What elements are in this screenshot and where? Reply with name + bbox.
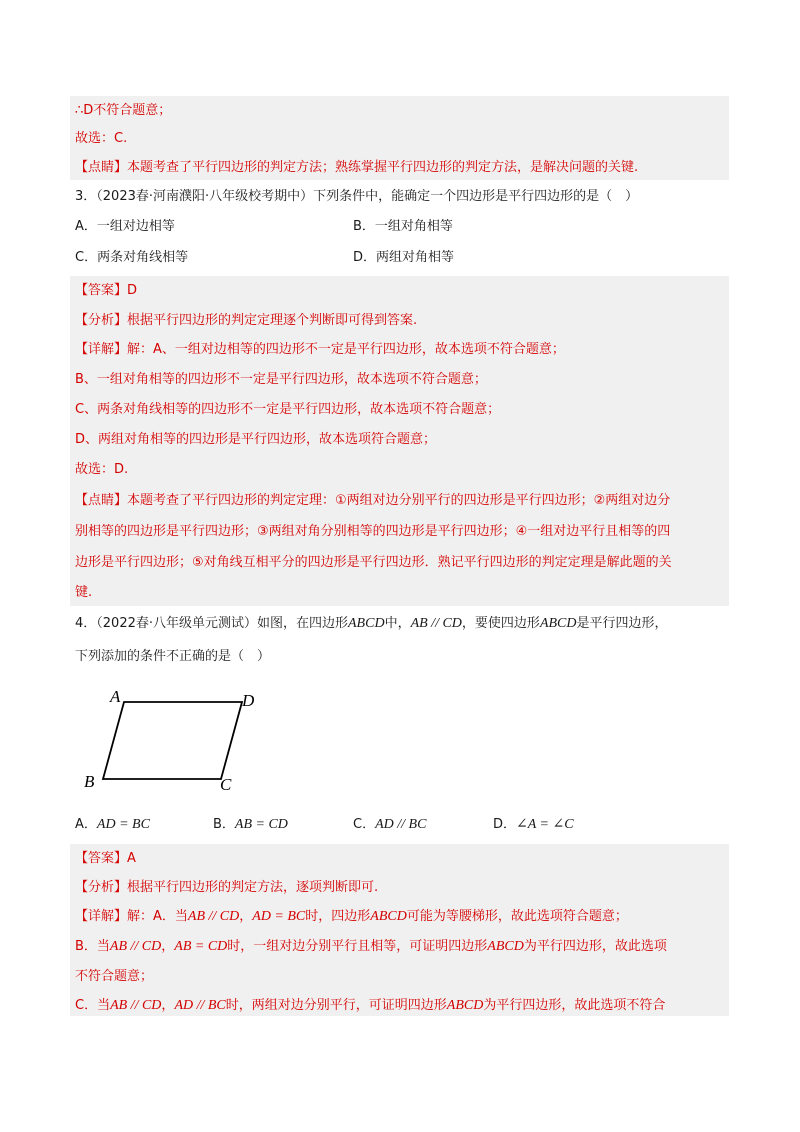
parallelogram-figure — [78, 684, 278, 804]
note-line: 别相等的四边形是平行四边形；③两组对角分别相等的四边形是平行四边形；④一组对边平行且相等的四 — [75, 524, 671, 539]
vertex-label-b: B — [84, 772, 95, 791]
option-d: D．两组对角相等 — [353, 250, 455, 265]
detail-line: B．当AB // CD，AB = CD时，一组对边分别平行且相等，可证明四边形ABCD为平行四边形，故此选项 — [75, 939, 667, 954]
vertex-label-a: A — [110, 687, 121, 706]
math-expr: ABCD — [370, 909, 407, 924]
math-expr: AB = CD — [234, 817, 288, 832]
question-text: （2022春·八年级单元测试）如图，在四边形 — [96, 616, 348, 631]
option-b: B．AB = CD — [213, 817, 288, 832]
text-line: ∴D不符合题意； — [75, 103, 172, 118]
answer-line: 【答案】A — [75, 851, 136, 866]
math-expr: ABCD — [539, 616, 577, 631]
detail-line: D、两组对角相等的四边形是平行四边形，故本选项符合题意； — [75, 432, 437, 447]
detail-line: 【详解】解：A、一组对边相等的四边形不一定是平行四边形，故本选项不符合题意； — [75, 342, 565, 357]
math-expr: AD = BC — [96, 817, 150, 832]
math-expr: AB // CD — [110, 998, 162, 1013]
math-expr: AB // CD — [109, 939, 162, 954]
option-c: C．两条对角线相等 — [75, 250, 189, 265]
math-expr: ABCD — [487, 939, 524, 954]
detail-line: C．当AB // CD，AD // BC时，两组对边分别平行，可证明四边形ABCD为平行四边形，故此选项不符合 — [75, 998, 666, 1013]
math-expr: ABCD — [348, 616, 385, 631]
question-text: （2023春·河南濮阳·八年级校考期中）下列条件中，能确定一个四边形是平行四边形的是（ ） — [96, 189, 639, 204]
detail-line: 不符合题意； — [75, 969, 154, 984]
detail-line: 故选：D. — [75, 462, 129, 477]
detail-line: C、两条对角线相等的四边形不一定是平行四边形，故本选项不符合题意； — [75, 402, 501, 417]
question-text: 是平行四边形， — [576, 616, 668, 631]
text-line: 【点睛】本题考查了平行四边形的判定方法；熟练掌握平行四边形的判定方法，是解决问题的关键. — [75, 160, 639, 175]
question-number: 4． — [75, 616, 97, 631]
analysis-line: 【分析】根据平行四边形的判定定理逐个判断即可得到答案. — [75, 313, 418, 328]
math-expr: ∠A = ∠C — [516, 817, 574, 832]
math-expr: AB // CD — [410, 616, 462, 631]
option-a: A．一组对边相等 — [75, 219, 175, 234]
math-expr: AB = CD — [174, 939, 228, 954]
math-expr: AD // BC — [375, 817, 427, 832]
solution-block-q4 — [70, 844, 729, 1016]
math-expr: ABCD — [446, 998, 484, 1013]
question-4-stem — [75, 614, 668, 634]
text-line: 故选：C. — [75, 131, 128, 146]
question-text: ，要使四边形 — [461, 616, 540, 631]
detail-line: 【详解】解：A．当AB // CD，AD = BC时，四边形ABCD可能为等腰梯形，故此选项符合题意； — [75, 909, 628, 924]
question-3-stem — [75, 187, 638, 207]
detail-line: B、一组对角相等的四边形不一定是平行四边形，故本选项不符合题意； — [75, 372, 487, 387]
question-text: 中， — [384, 616, 411, 631]
option-b: B．一组对角相等 — [353, 219, 453, 234]
vertex-label-d: D — [242, 691, 255, 710]
note-line: 【点睛】本题考查了平行四边形的判定定理：①两组对边分别平行的四边形是平行四边形；②两组对边分 — [75, 493, 671, 508]
option-d: D．∠A = ∠C — [493, 817, 574, 832]
answer-line: 【答案】D — [75, 283, 138, 298]
note-line: 边形是平行四边形；⑤对角线互相平分的四边形是平行四边形．熟记平行四边形的判定定理是解此题的关 — [75, 555, 672, 570]
math-expr: AD // BC — [174, 998, 226, 1013]
vertex-label-c: C — [220, 775, 232, 794]
option-a: A．AD = BC — [75, 817, 150, 832]
option-c: C．AD // BC — [353, 817, 427, 832]
note-line: 键. — [75, 585, 93, 600]
question-number: 3． — [75, 189, 97, 204]
parallelogram-shape — [103, 702, 242, 779]
analysis-line: 【分析】根据平行四边形的判定方法，逐项判断即可. — [75, 880, 379, 895]
math-expr: AB // CD — [187, 909, 240, 924]
question-4-stem-2: 下列添加的条件不正确的是（ ） — [75, 649, 271, 664]
math-expr: AD = BC — [252, 909, 306, 924]
